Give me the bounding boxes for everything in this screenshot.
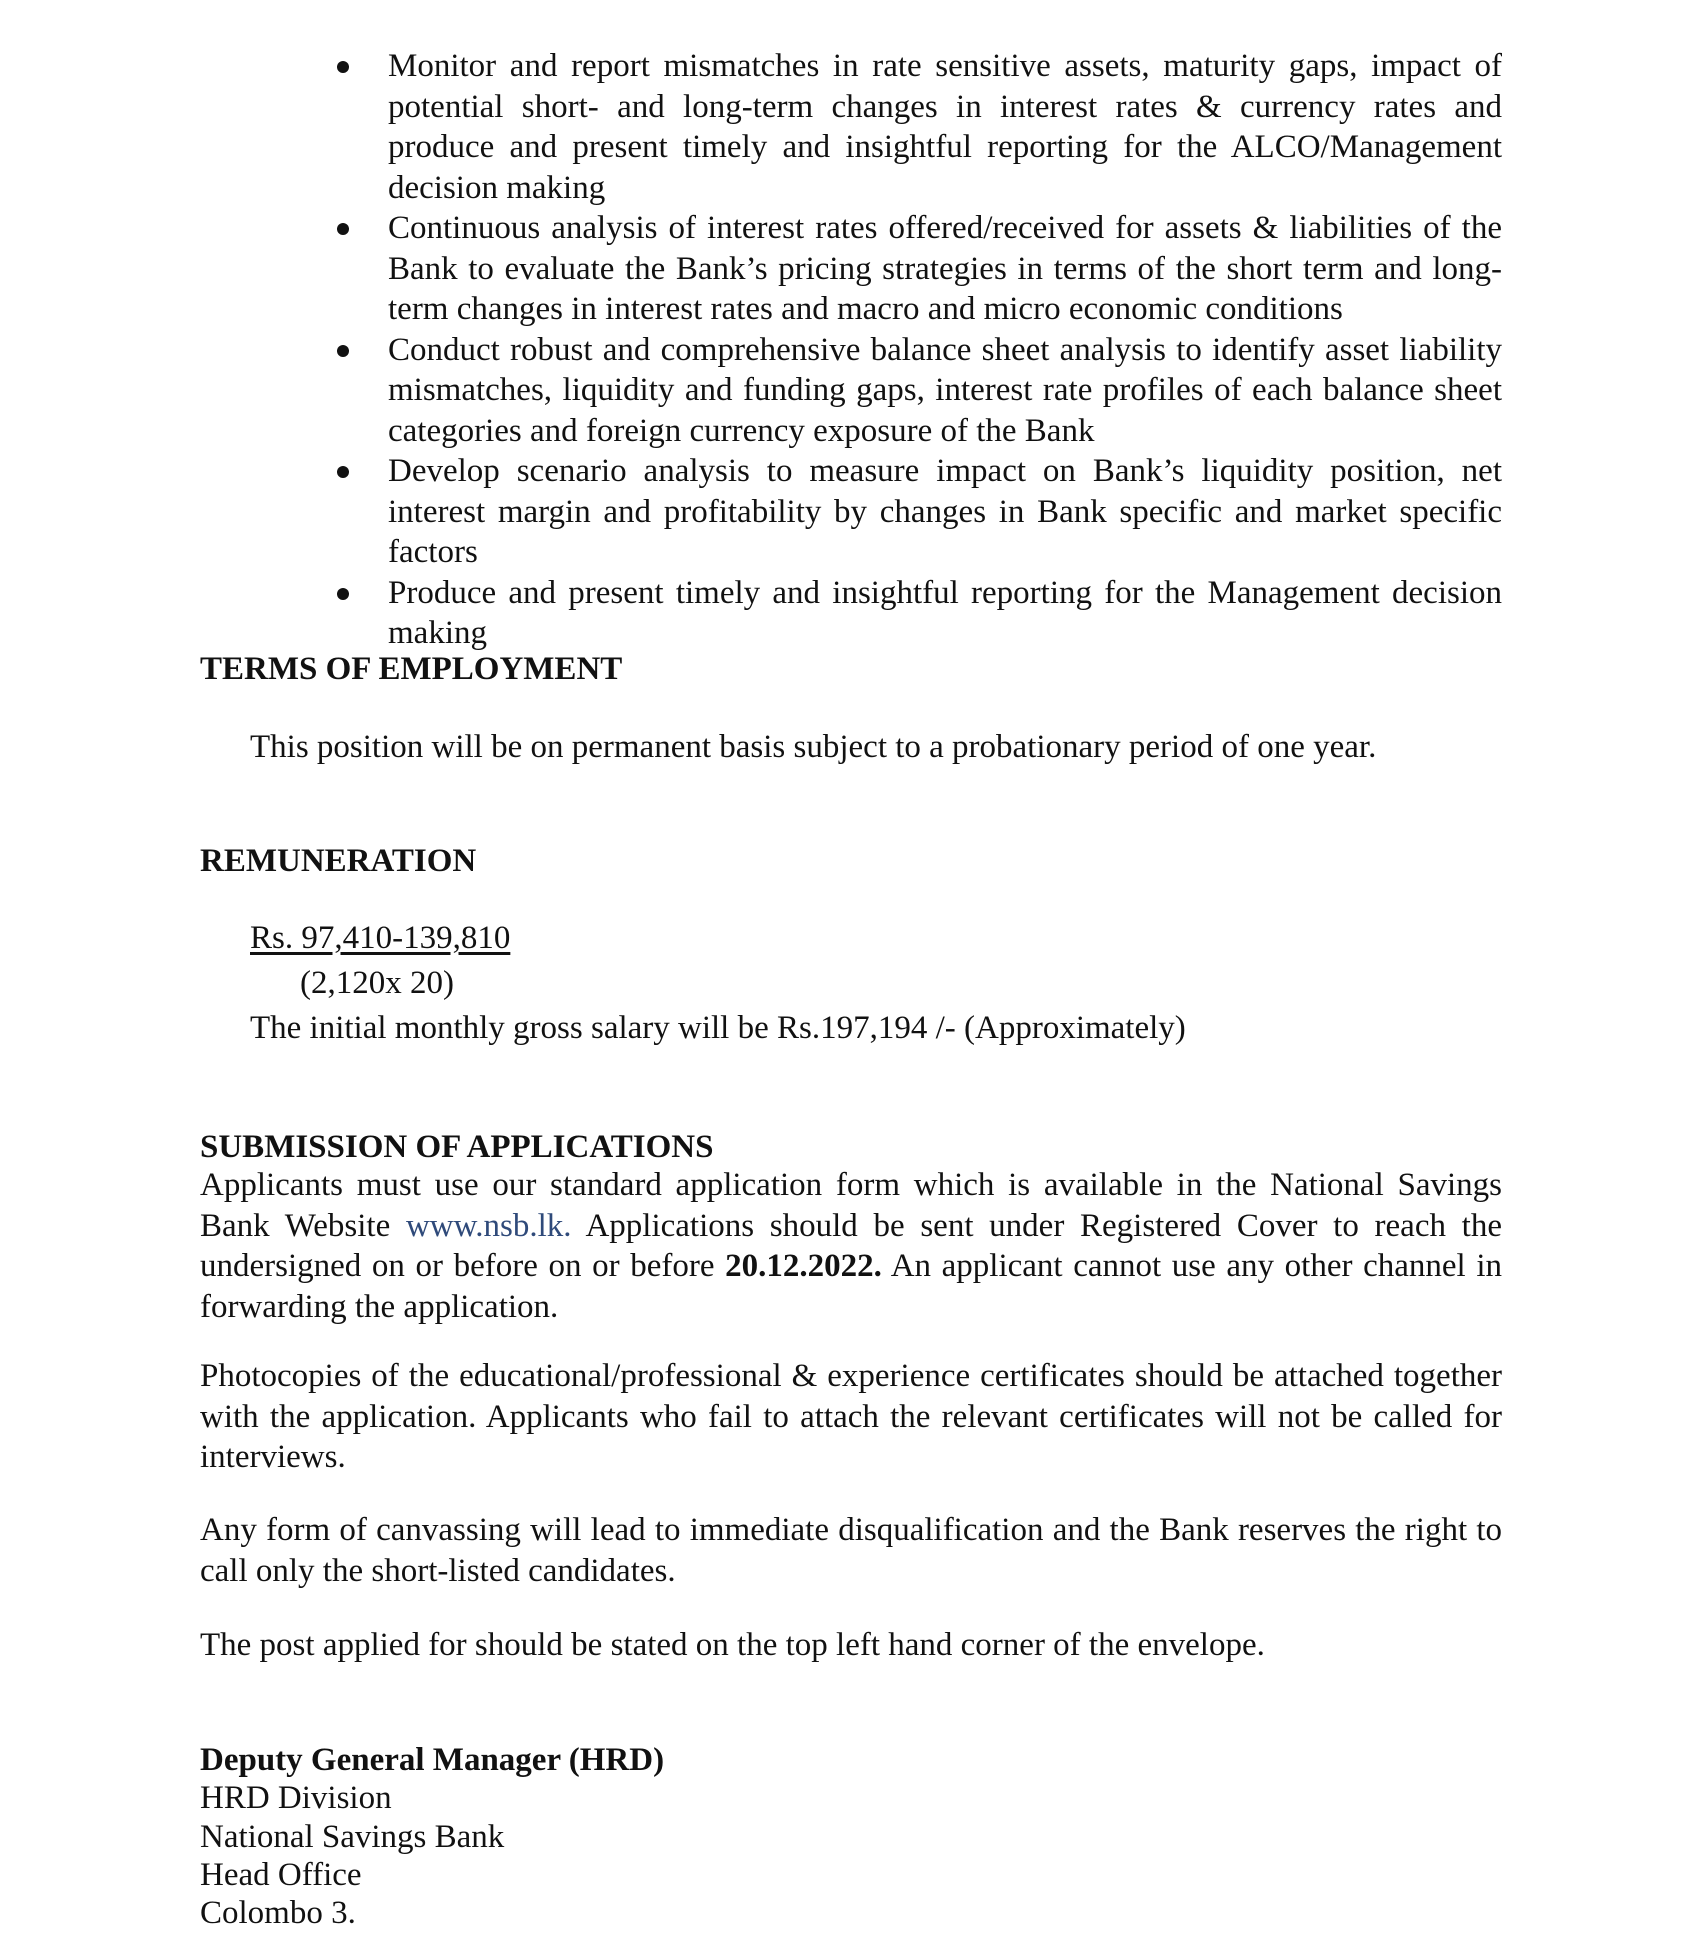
salary-scale: Rs. 97,410-139,810: [250, 920, 511, 956]
submission-text: Applications should be sent under Registered Cover to reach the undersigned on or before on or before: [200, 1207, 1502, 1284]
list-item: [0, 208, 1700, 330]
remuneration-heading: REMUNERATION: [200, 843, 477, 879]
submission-heading: SUBMISSION OF APPLICATIONS: [200, 1129, 714, 1165]
bullet-icon: [337, 61, 349, 73]
signatory-title: Deputy General Manager (HRD): [200, 1742, 665, 1778]
address-line: National Savings Bank: [200, 1819, 505, 1855]
website-link[interactable]: www.nsb.lk.: [405, 1207, 572, 1244]
list-item: [0, 330, 1700, 452]
list-item-text: Continuous analysis of interest rates offered/received for assets & liabilities of the Bank to evaluate the Bank’s pricing strategies in terms of the short term and long-term changes in interest rates and macro and micro economic conditions: [388, 210, 1502, 327]
list-item: [0, 573, 1700, 654]
submission-paragraph: [200, 1165, 1502, 1327]
list-item-text: Monitor and report mismatches in rate sensitive assets, maturity gaps, impact of potential short- and long-term changes in interest rates & currency rates and produce and present timely and insightful reporting for the ALCO/Management decision making: [388, 48, 1502, 206]
terms-heading: TERMS OF EMPLOYMENT: [200, 651, 623, 687]
gross-salary: The initial monthly gross salary will be Rs.197,194 /- (Approximately): [250, 1010, 1186, 1046]
bullet-icon: [337, 345, 349, 357]
salary-increment: (2,120x 20): [300, 965, 454, 1001]
address-line: Colombo 3.: [200, 1895, 356, 1931]
list-item-text: Conduct robust and comprehensive balance sheet analysis to identify asset liability mismatches, liquidity and funding gaps, interest rate profiles of each balance sheet categories and foreign currency exposure of the Bank: [388, 331, 1502, 449]
submission-text: An applicant cannot use any other channel in forwarding the application.: [200, 1248, 1502, 1325]
bullet-icon: [337, 466, 349, 478]
list-item-text: Develop scenario analysis to measure impact on Bank’s liquidity position, net interest margin and profitability by changes in Bank specific and market specific factors: [388, 453, 1502, 570]
bullet-icon: [337, 223, 349, 235]
closing-date: 20.12.2022.: [725, 1248, 882, 1284]
address-line: Head Office: [200, 1857, 362, 1893]
envelope-note: The post applied for should be stated on the top left hand corner of the envelope.: [200, 1627, 1265, 1663]
terms-text: This position will be on permanent basis subject to a probationary period of one year.: [250, 729, 1377, 765]
address-line: HRD Division: [200, 1780, 392, 1816]
canvassing-paragraph: Any form of canvassing will lead to immediate disqualification and the Bank reserves the right to call only the short-listed candidates.: [200, 1512, 1502, 1589]
submission-text: Applicants must use our standard application form which is available in the National Savings Bank Website: [200, 1167, 1502, 1244]
certificates-paragraph: Photocopies of the educational/professional & experience certificates should be attached together with the application. Applicants who fail to attach the relevant certificates will not be called for interviews.: [200, 1358, 1502, 1475]
list-item: [0, 451, 1700, 573]
bullet-icon: [337, 588, 349, 600]
list-item: [0, 46, 1700, 208]
list-item-text: Produce and present timely and insightful reporting for the Management decision making: [388, 574, 1502, 651]
responsibilities-list: [0, 46, 1700, 654]
